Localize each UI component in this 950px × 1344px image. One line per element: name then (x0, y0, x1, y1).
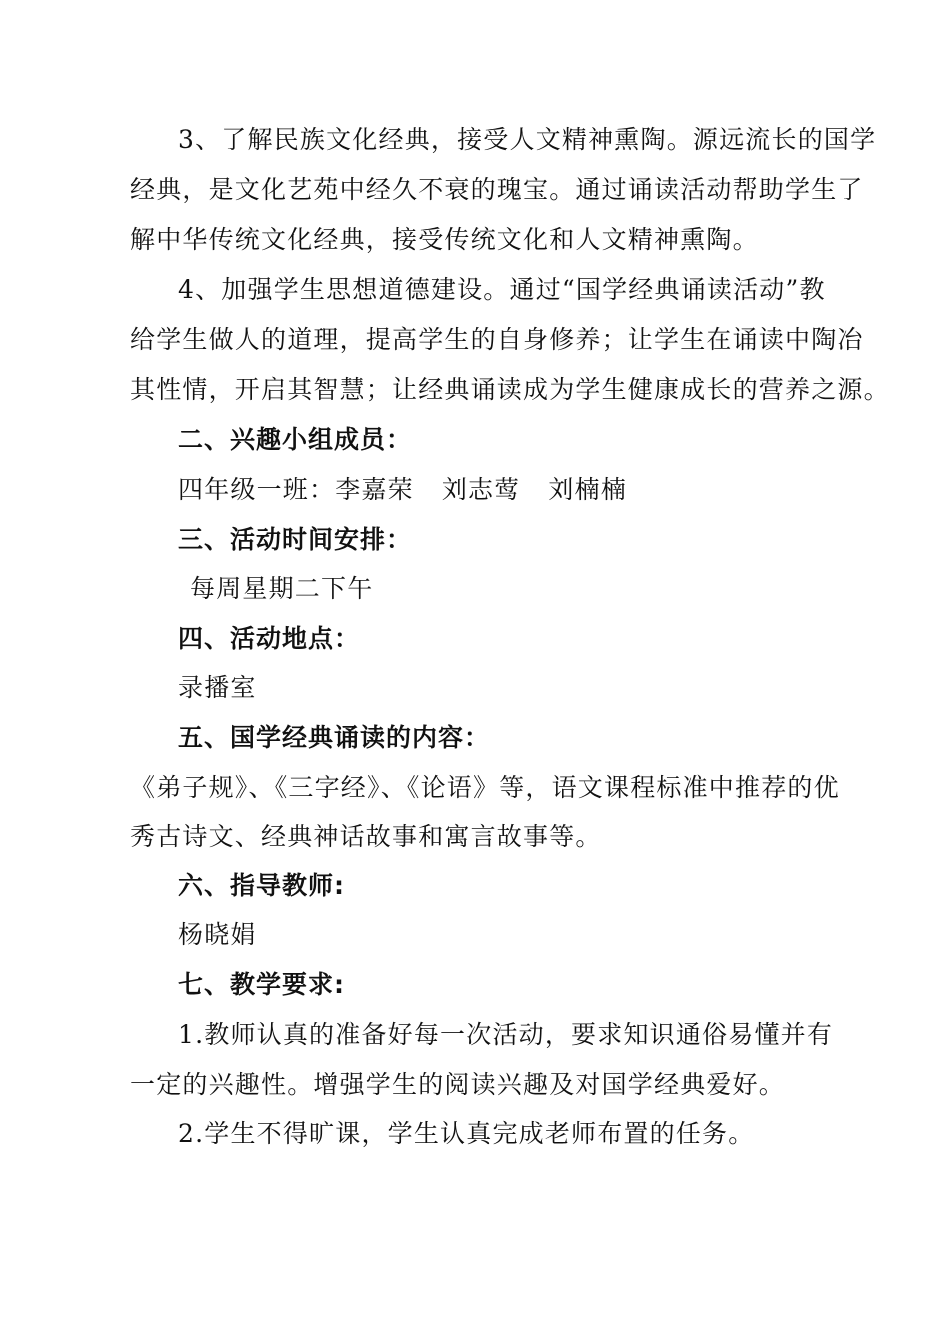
item4-line-1: 4、加强学生思想道德建设。通过“国学经典诵读活动”教 (178, 275, 826, 304)
requirement1-line-1: 1.教师认真的准备好每一次活动，要求知识通俗易懂并有 (178, 1020, 834, 1049)
members-heading: 二、兴趣小组成员： (178, 425, 413, 454)
requirements-heading: 七、教学要求: (178, 970, 345, 999)
schedule-heading: 三、活动时间安排： (178, 525, 413, 554)
teacher-name: 杨晓娟 (178, 920, 257, 949)
location-heading: 四、活动地点： (178, 624, 361, 653)
item3-line-2: 经典，是文化艺苑中经久不衰的瑰宝。通过诵读活动帮助学生了 (130, 175, 864, 204)
schedule-text: 每周星期二下午 (190, 574, 374, 603)
teacher-heading: 六、指导教师: (178, 871, 345, 900)
item3-line-1: 3、了解民族文化经典，接受人文精神熏陶。源远流长的国学 (178, 125, 877, 154)
item4-line-2: 给学生做人的道理，提高学生的自身修养；让学生在诵读中陶冶 (130, 325, 864, 354)
member-name: 刘楠楠 (548, 475, 628, 504)
content-heading: 五、国学经典诵读的内容： (178, 723, 491, 752)
content-line-2: 秀古诗文、经典神话故事和寓言故事等。 (130, 822, 602, 851)
location-text: 录播室 (178, 673, 257, 702)
members-line (178, 473, 888, 507)
requirement2-line: 2.学生不得旷课，学生认真完成老师布置的任务。 (178, 1119, 755, 1148)
content-line-1: 《弟子规》、《三字经》、《论语》等，语文课程标准中推荐的优 (130, 773, 840, 802)
member-name: 刘志莺 (441, 475, 521, 504)
member-name: 李嘉荣 (335, 475, 414, 504)
item4-line-3: 其性情，开启其智慧；让经典诵读成为学生健康成长的营养之源。 (130, 375, 890, 404)
item3-line-3: 解中华传统文化经典，接受传统文化和人文精神熏陶。 (130, 225, 759, 254)
requirement1-line-2: 一定的兴趣性。增强学生的阅读兴趣及对国学经典爱好。 (130, 1070, 786, 1099)
class-label: 四年级一班： (178, 475, 336, 504)
